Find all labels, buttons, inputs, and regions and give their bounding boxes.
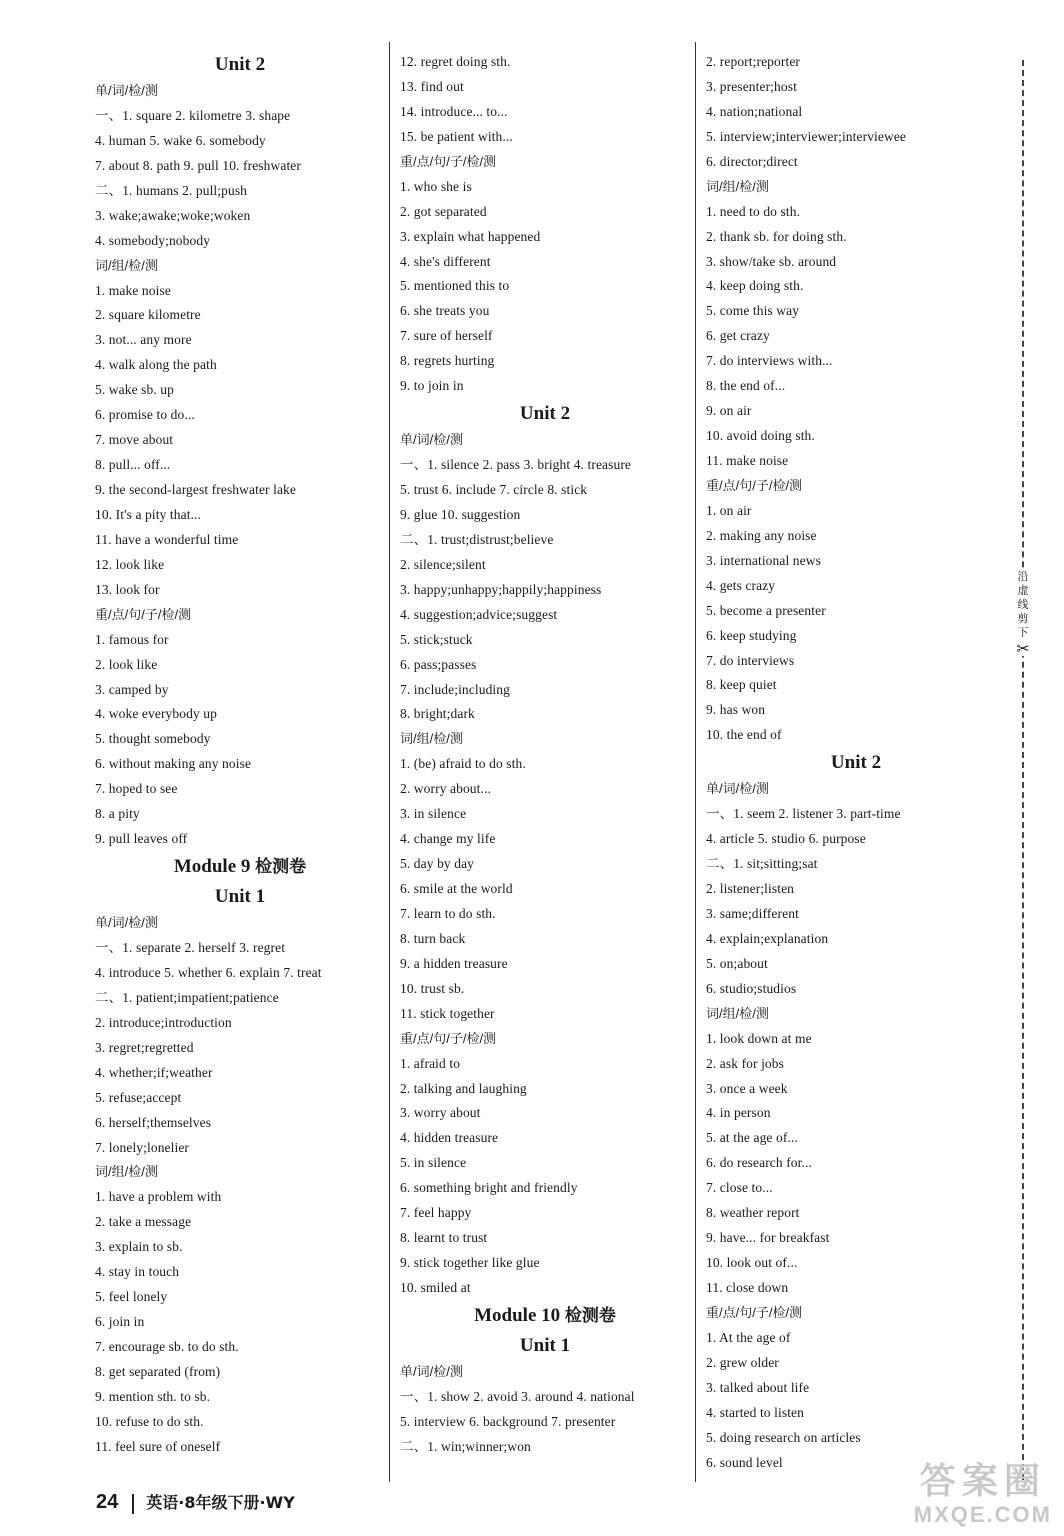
answer-line: 3. talked about life bbox=[706, 1379, 810, 1395]
answer-line: 12. regret doing sth. bbox=[400, 54, 511, 69]
section-label: 词/组/检/测 bbox=[706, 1005, 769, 1021]
answer-line: 10. look out of... bbox=[706, 1255, 798, 1271]
book-title: 英语·8年级下册·WY bbox=[146, 1493, 295, 1512]
answer-line: 11. feel sure of oneself bbox=[95, 1438, 221, 1454]
section-label: 单/词/检/测 bbox=[706, 781, 769, 797]
answer-column-2 bbox=[400, 50, 690, 1460]
answer-line: 6. sound level bbox=[706, 1454, 783, 1470]
answer-line: 6. pass;passes bbox=[400, 656, 477, 672]
answer-line: 2. talking and laughing bbox=[400, 1080, 527, 1096]
answer-line: 8. regrets hurting bbox=[400, 353, 495, 369]
answer-line: 2. listener;listen bbox=[706, 881, 795, 896]
answer-line: 一、1. seem 2. listener 3. part-time bbox=[706, 806, 901, 822]
answer-line: 10. refuse to do sth. bbox=[95, 1413, 204, 1429]
answer-line: 5. in silence bbox=[400, 1155, 467, 1171]
answer-line: 11. make noise bbox=[706, 453, 789, 468]
unit-heading: Unit 1 bbox=[519, 1334, 571, 1356]
section-label: 单/词/检/测 bbox=[95, 83, 158, 98]
watermark-logo bbox=[914, 1462, 1052, 1528]
answer-line: 14. introduce... to... bbox=[400, 103, 508, 119]
answer-line: 7. include;including bbox=[400, 681, 510, 697]
answer-line: 4. whether;if;weather bbox=[95, 1064, 213, 1080]
answer-line: 9. on air bbox=[706, 403, 752, 419]
answer-line: 1. have a problem with bbox=[95, 1189, 222, 1205]
answer-line: 9. pull leaves off bbox=[95, 831, 188, 847]
answer-line: 3. wake;awake;woke;woken bbox=[95, 207, 251, 223]
answer-line: 2. ask for jobs bbox=[706, 1055, 784, 1071]
answer-line: 2. silence;silent bbox=[400, 556, 486, 572]
answer-line: 2. look like bbox=[95, 656, 158, 672]
answer-line: 3. show/take sb. around bbox=[706, 253, 837, 269]
answer-line: 2. grew older bbox=[706, 1354, 779, 1370]
answer-line: 2. got separated bbox=[400, 203, 487, 219]
answer-line: 2. making any noise bbox=[706, 527, 817, 543]
answer-line: 4. in person bbox=[706, 1105, 771, 1121]
module-heading bbox=[95, 852, 385, 882]
answer-line: 1. At the age of bbox=[706, 1329, 791, 1345]
answer-line: 3. explain what happened bbox=[400, 228, 541, 244]
answer-line: 一、1. silence 2. pass 3. bright 4. treasure bbox=[400, 457, 632, 473]
answer-line: 4. introduce 5. whether 6. explain 7. treat bbox=[95, 964, 322, 980]
answer-line: 6. she treats you bbox=[400, 303, 490, 319]
answer-line: 6. get crazy bbox=[706, 328, 770, 344]
answer-line: 8. learnt to trust bbox=[400, 1230, 488, 1246]
answer-line: 5. become a presenter bbox=[706, 602, 826, 618]
answer-line: 3. presenter;host bbox=[706, 78, 797, 94]
answer-line: 二、1. patient;impatient;patience bbox=[95, 989, 279, 1005]
answer-line: 5. refuse;accept bbox=[95, 1089, 182, 1105]
answer-line: 2. report;reporter bbox=[706, 54, 801, 69]
answer-line: 9. the second-largest freshwater lake bbox=[95, 482, 296, 497]
answer-line: 9. have... for breakfast bbox=[706, 1230, 830, 1246]
answer-line: 7. move about bbox=[95, 432, 174, 448]
answer-line: 6. smile at the world bbox=[400, 881, 513, 896]
answer-line: 5. interview;interviewer;interviewee bbox=[706, 128, 907, 144]
section-label: 重/点/句/子/检/测 bbox=[706, 1304, 803, 1320]
answer-line: 3. in silence bbox=[400, 806, 467, 822]
answer-line: 1. (be) afraid to do sth. bbox=[400, 756, 526, 772]
answer-line: 7. encourage sb. to do sth. bbox=[95, 1339, 239, 1354]
watermark-text: 答案圈 bbox=[919, 1461, 1046, 1502]
answer-line: 4. woke everybody up bbox=[95, 706, 217, 722]
answer-line: 2. take a message bbox=[95, 1214, 192, 1230]
cut-label-text: 沿 虚 线 剪 下 bbox=[1017, 570, 1029, 639]
answer-line: 9. to join in bbox=[400, 378, 464, 394]
answer-line: 2. square kilometre bbox=[95, 307, 201, 323]
section-label: 重/点/句/子/检/测 bbox=[706, 477, 803, 493]
answer-line: 7. do interviews with... bbox=[706, 353, 833, 369]
answer-line: 一、1. square 2. kilometre 3. shape bbox=[95, 107, 291, 123]
unit-heading: Unit 2 bbox=[519, 403, 571, 425]
cut-dashed-line bbox=[1022, 60, 1024, 1480]
page-number: 24 bbox=[96, 1491, 119, 1513]
answer-line: 6. studio;studios bbox=[706, 980, 797, 996]
section-label: 词/组/检/测 bbox=[95, 257, 158, 273]
answer-line: 1. look down at me bbox=[706, 1030, 812, 1046]
answer-line: 3. not... any more bbox=[95, 332, 192, 348]
answer-line: 5. stick;stuck bbox=[400, 631, 473, 647]
answer-line: 8. get separated (from) bbox=[95, 1363, 221, 1379]
column-divider bbox=[389, 42, 390, 1482]
scissors-icon: ✂ bbox=[1016, 639, 1030, 658]
answer-line: 4. hidden treasure bbox=[400, 1130, 499, 1146]
page-footer bbox=[96, 1490, 295, 1514]
section-label: 重/点/句/子/检/测 bbox=[400, 1030, 497, 1046]
answer-line: 5. trust 6. include 7. circle 8. stick bbox=[400, 482, 588, 497]
answer-line: 4. human 5. wake 6. somebody bbox=[95, 132, 266, 148]
answer-line: 4. explain;explanation bbox=[706, 930, 829, 946]
answer-line: 4. she's different bbox=[400, 253, 491, 269]
answer-line: 1. who she is bbox=[400, 178, 472, 194]
answer-line: 9. a hidden treasure bbox=[400, 955, 508, 971]
module-heading bbox=[400, 1301, 690, 1331]
answer-line: 6. without making any noise bbox=[95, 756, 252, 772]
answer-line: 5. day by day bbox=[400, 856, 475, 872]
answer-line: 11. have a wonderful time bbox=[95, 531, 239, 547]
answer-line: 2. thank sb. for doing sth. bbox=[706, 228, 847, 244]
answer-line: 1. afraid to bbox=[400, 1055, 461, 1071]
section-label: 重/点/句/子/检/测 bbox=[95, 606, 192, 622]
answer-line: 1. make noise bbox=[95, 282, 171, 298]
answer-line: 3. international news bbox=[706, 552, 821, 568]
answer-line: 10. smiled at bbox=[400, 1280, 471, 1295]
answer-line: 4. stay in touch bbox=[95, 1264, 180, 1280]
answer-line: 2. introduce;introduction bbox=[95, 1014, 232, 1030]
answer-line: 7. sure of herself bbox=[400, 328, 493, 344]
answer-line: 二、1. trust;distrust;believe bbox=[400, 531, 554, 547]
cut-label bbox=[1015, 570, 1031, 656]
answer-line: 6. do research for... bbox=[706, 1155, 812, 1171]
section-label: 单/词/检/测 bbox=[400, 1363, 463, 1379]
answer-line: 1. on air bbox=[706, 502, 752, 518]
answer-line: 4. somebody;nobody bbox=[95, 232, 211, 248]
answer-line: 6. director;direct bbox=[706, 153, 798, 169]
answer-line: 5. doing research on articles bbox=[706, 1429, 861, 1445]
answer-line: 4. change my life bbox=[400, 831, 496, 847]
module-subtitle: 检测卷 bbox=[564, 1305, 616, 1326]
answer-line: 3. camped by bbox=[95, 681, 169, 697]
answer-line: 4. article 5. studio 6. purpose bbox=[706, 831, 866, 847]
section-label: 单/词/检/测 bbox=[400, 432, 463, 448]
module-subtitle: 检测卷 bbox=[255, 857, 307, 878]
answer-line: 9. mention sth. to sb. bbox=[95, 1388, 211, 1404]
answer-line: 7. learn to do sth. bbox=[400, 905, 496, 921]
answer-line: 10. avoid doing sth. bbox=[706, 428, 815, 444]
answer-line: 4. keep doing sth. bbox=[706, 278, 804, 294]
answer-line: 3. once a week bbox=[706, 1080, 788, 1096]
answer-line: 8. bright;dark bbox=[400, 706, 475, 722]
watermark-url: MXQE.COM bbox=[913, 1502, 1052, 1527]
answer-line: 9. stick together like glue bbox=[400, 1255, 540, 1271]
answer-line: 5. thought somebody bbox=[95, 731, 211, 747]
answer-line: 8. a pity bbox=[95, 806, 140, 822]
column-divider bbox=[695, 42, 696, 1482]
answer-line: 4. nation;national bbox=[706, 103, 803, 119]
answer-line: 3. explain to sb. bbox=[95, 1239, 183, 1255]
answer-line: 5. on;about bbox=[706, 955, 768, 971]
section-label: 词/组/检/测 bbox=[95, 1164, 158, 1180]
unit-heading: Unit 2 bbox=[214, 54, 266, 75]
answer-line: 4. started to listen bbox=[706, 1404, 804, 1420]
answer-line: 1. famous for bbox=[95, 631, 169, 647]
section-label: 词/组/检/测 bbox=[706, 178, 769, 194]
module-title: Module 10 bbox=[474, 1304, 561, 1326]
answer-line: 4. suggestion;advice;suggest bbox=[400, 606, 558, 622]
section-label: 重/点/句/子/检/测 bbox=[400, 153, 497, 169]
answer-line: 6. promise to do... bbox=[95, 407, 195, 423]
answer-line: 10. the end of bbox=[706, 727, 782, 743]
answer-line: 二、1. humans 2. pull;push bbox=[95, 182, 248, 198]
answer-line: 4. walk along the path bbox=[95, 357, 217, 373]
answer-line: 3. regret;regretted bbox=[95, 1039, 194, 1055]
answer-line: 二、1. sit;sitting;sat bbox=[706, 856, 818, 872]
answer-line: 12. look like bbox=[95, 556, 165, 572]
answer-line: 11. close down bbox=[706, 1280, 789, 1295]
answer-line: 8. turn back bbox=[400, 930, 466, 946]
answer-line: 一、1. show 2. avoid 3. around 4. national bbox=[400, 1388, 635, 1404]
answer-column-3 bbox=[706, 50, 1006, 1476]
answer-line: 3. same;different bbox=[706, 905, 799, 921]
answer-line: 1. need to do sth. bbox=[706, 203, 801, 219]
answer-line: 6. something bright and friendly bbox=[400, 1180, 578, 1196]
answer-line: 7. lonely;lonelier bbox=[95, 1139, 190, 1155]
answer-line: 7. close to... bbox=[706, 1180, 773, 1196]
section-label: 词/组/检/测 bbox=[400, 731, 463, 747]
answer-line: 10. trust sb. bbox=[400, 980, 465, 996]
answer-line: 15. be patient with... bbox=[400, 128, 513, 144]
answer-line: 2. worry about... bbox=[400, 781, 491, 797]
answer-line: 6. join in bbox=[95, 1314, 145, 1330]
unit-heading: Unit 1 bbox=[214, 886, 266, 908]
answer-line: 5. at the age of... bbox=[706, 1130, 798, 1146]
answer-line: 8. pull... off... bbox=[95, 457, 171, 473]
answer-line: 5. mentioned this to bbox=[400, 278, 510, 294]
footer-divider bbox=[132, 1494, 134, 1514]
answer-line: 9. has won bbox=[706, 702, 766, 718]
answer-line: 8. weather report bbox=[706, 1205, 800, 1221]
answer-line: 5. interview 6. background 7. presenter bbox=[400, 1413, 616, 1429]
answer-line: 6. keep studying bbox=[706, 627, 797, 643]
answer-line: 7. hoped to see bbox=[95, 781, 178, 797]
answer-line: 6. herself;themselves bbox=[95, 1114, 212, 1130]
answer-line: 7. do interviews bbox=[706, 652, 795, 668]
answer-line: 一、1. separate 2. herself 3. regret bbox=[95, 940, 286, 955]
section-label: 单/词/检/测 bbox=[95, 915, 158, 931]
answer-line: 7. feel happy bbox=[400, 1205, 472, 1221]
answer-line: 7. about 8. path 9. pull 10. freshwater bbox=[95, 157, 301, 173]
answer-line: 13. look for bbox=[95, 581, 160, 597]
answer-line: 13. find out bbox=[400, 78, 464, 94]
answer-line: 5. feel lonely bbox=[95, 1289, 168, 1305]
answer-line: 二、1. win;winner;won bbox=[400, 1438, 531, 1454]
answer-line: 5. wake sb. up bbox=[95, 382, 175, 398]
answer-line: 11. stick together bbox=[400, 1005, 495, 1021]
answer-line: 3. worry about bbox=[400, 1105, 481, 1121]
answer-line: 5. come this way bbox=[706, 303, 800, 319]
answer-line: 10. It's a pity that... bbox=[95, 506, 201, 522]
answer-column-1 bbox=[95, 50, 385, 1460]
answer-line: 9. glue 10. suggestion bbox=[400, 506, 521, 522]
unit-heading: Unit 2 bbox=[830, 752, 882, 774]
answer-line: 8. keep quiet bbox=[706, 677, 777, 693]
answer-line: 3. happy;unhappy;happily;happiness bbox=[400, 581, 602, 597]
module-title: Module 9 bbox=[173, 856, 251, 878]
answer-line: 8. the end of... bbox=[706, 378, 786, 394]
answer-line: 4. gets crazy bbox=[706, 577, 776, 593]
